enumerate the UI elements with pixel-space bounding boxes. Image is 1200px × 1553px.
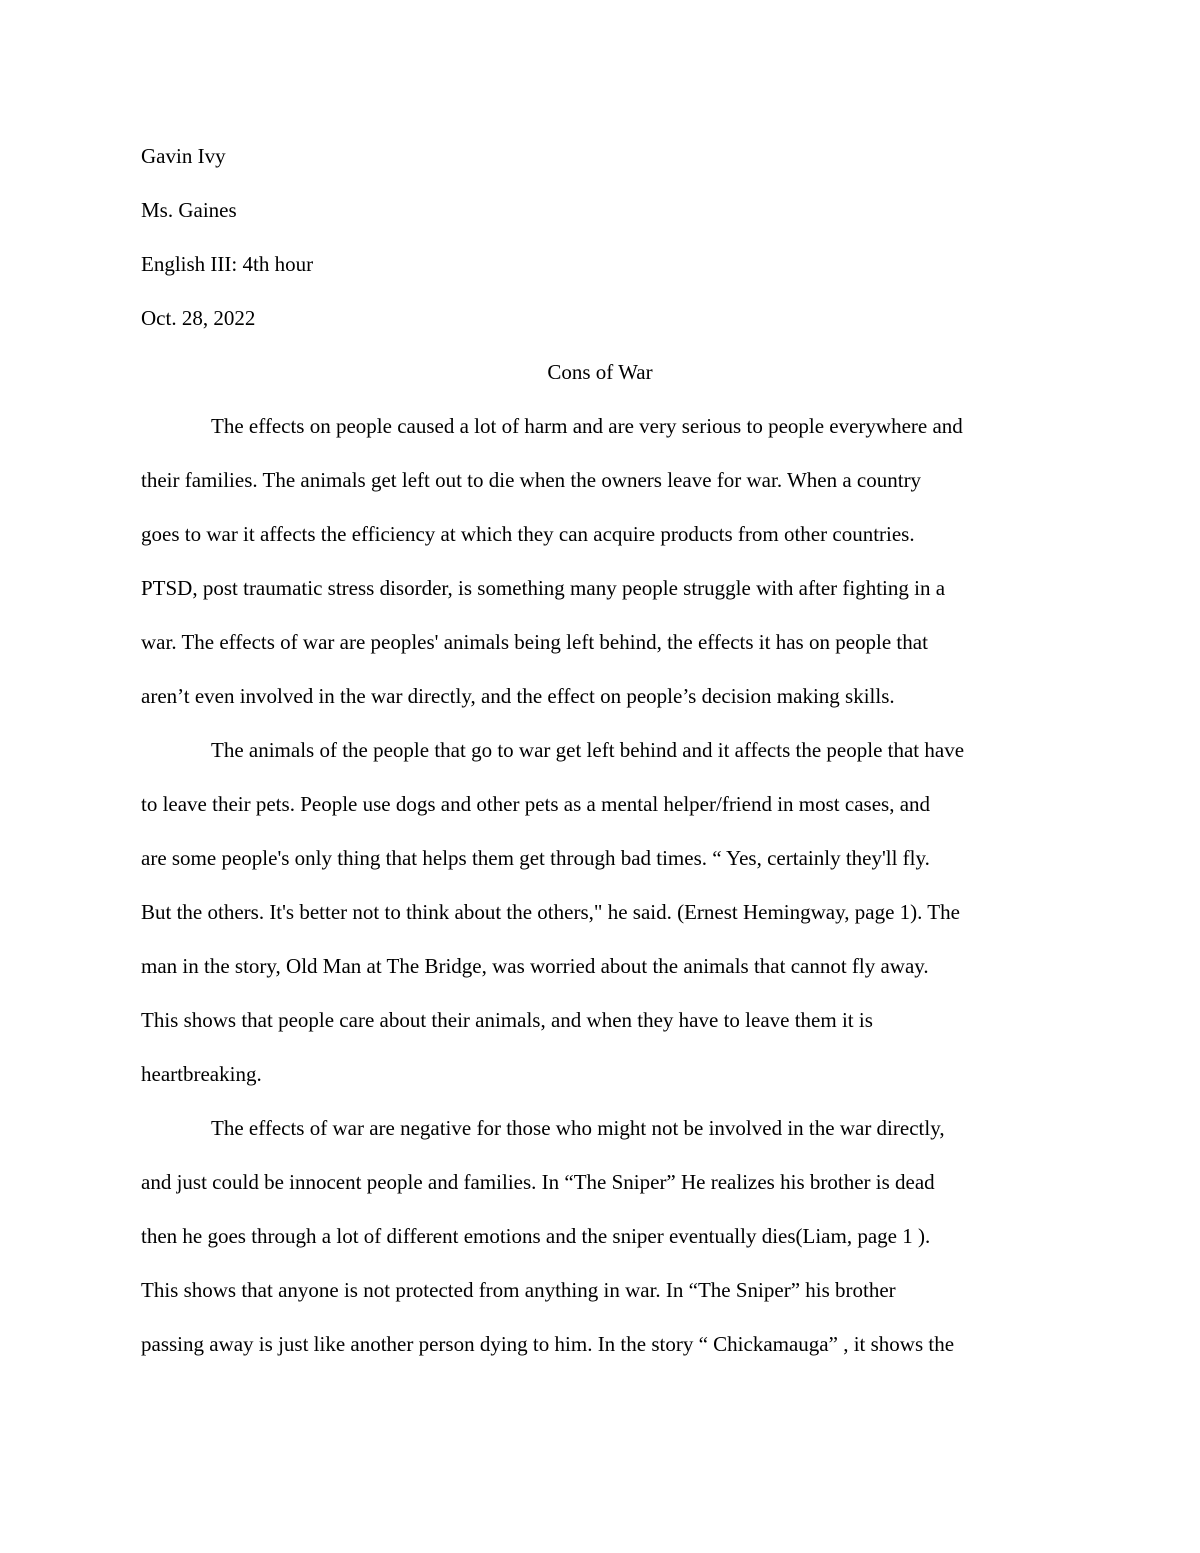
paragraph-2-line-5: man in the story, Old Man at The Bridge, was worried about the animals that cannot fly away. <box>141 954 929 978</box>
paragraph-2-line-1: The animals of the people that go to war get left behind and it affects the people that have <box>211 738 965 762</box>
paragraph-3-line-4: This shows that anyone is not protected from anything in war. In “The Sniper” his brother <box>141 1278 896 1302</box>
paragraph-3-line-2: and just could be innocent people and families. In “The Sniper” He realizes his brother is dead <box>141 1170 935 1194</box>
paragraph-1-line-2: their families. The animals get left out to die when the owners leave for war. When a country <box>141 468 922 492</box>
paragraph-1-line-4: PTSD, post traumatic stress disorder, is something many people struggle with after fighting in a <box>141 576 946 600</box>
paragraph-2-line-7: heartbreaking. <box>141 1062 262 1086</box>
paragraph-1-line-5: war. The effects of war are peoples' animals being left behind, the effects it has on people that <box>141 630 928 654</box>
student-name: Gavin Ivy <box>141 144 226 168</box>
paragraph-2-line-3: are some people's only thing that helps them get through bad times. “ Yes, certainly they'll fly. <box>141 846 930 870</box>
paragraph-1-line-3: goes to war it affects the efficiency at which they can acquire products from other countries. <box>141 522 915 546</box>
teacher-name: Ms. Gaines <box>141 198 237 222</box>
paragraph-2-line-6: This shows that people care about their animals, and when they have to leave them it is <box>141 1008 873 1032</box>
paragraph-1-line-6: aren’t even involved in the war directly, and the effect on people’s decision making skills. <box>141 684 895 708</box>
paragraph-2-line-4: But the others. It's better not to think about the others," he said. (Ernest Hemingway, page 1). The <box>141 900 960 924</box>
paragraph-3-line-5: passing away is just like another person dying to him. In the story “ Chickamauga” , it shows the <box>141 1332 955 1356</box>
paragraph-1-line-1: The effects on people caused a lot of harm and are very serious to people everywhere and <box>211 414 963 438</box>
paragraph-3-line-1: The effects of war are negative for those who might not be involved in the war directly, <box>211 1116 945 1140</box>
paragraph-2-line-2: to leave their pets. People use dogs and other pets as a mental helper/friend in most cases, and <box>141 792 931 816</box>
paragraph-3-line-3: then he goes through a lot of different emotions and the sniper eventually dies(Liam, page 1 ). <box>141 1224 931 1248</box>
course-name: English III: 4th hour <box>141 252 314 276</box>
essay-title: Cons of War <box>547 360 653 384</box>
essay-date: Oct. 28, 2022 <box>141 306 256 330</box>
